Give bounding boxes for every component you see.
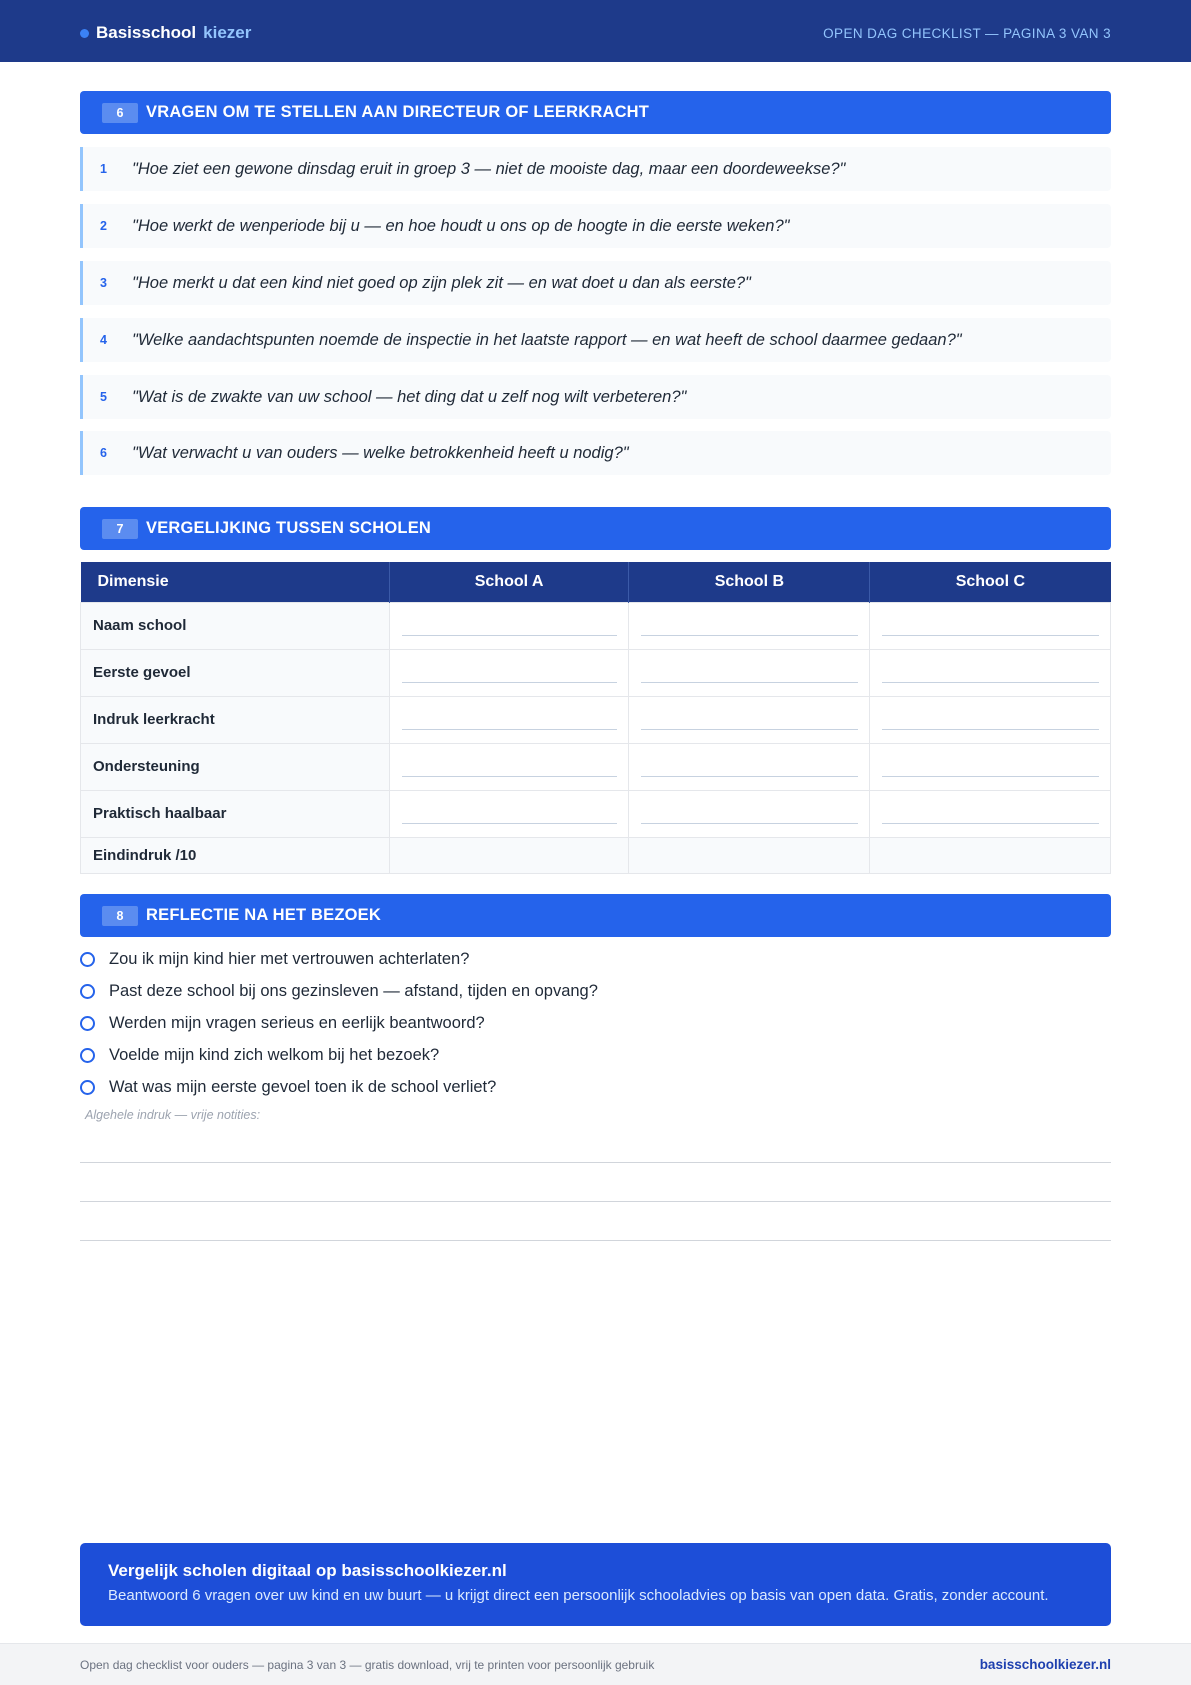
row-label: Eindindruk /10 [81, 837, 390, 873]
checklist-item[interactable] [80, 950, 469, 969]
question-number: 5 [100, 390, 107, 404]
brand-name: Basisschool [96, 23, 197, 42]
fill-cell[interactable] [389, 602, 629, 649]
question-item [80, 375, 1111, 419]
question-number: 2 [100, 219, 107, 233]
section-number: 7 [102, 519, 138, 539]
top-bar [0, 0, 1191, 62]
section-number: 8 [102, 906, 138, 926]
row-label: Praktisch haalbaar [81, 790, 390, 837]
table-row [81, 602, 1111, 649]
question-item [80, 318, 1111, 362]
checklist-text: Past deze school bij ons gezinsleven — afstand, tijden en opvang? [109, 982, 598, 1000]
table-row [81, 649, 1111, 696]
fill-line [882, 722, 1099, 730]
column-header-school-a: School A [389, 562, 629, 602]
fill-cell[interactable] [629, 743, 870, 790]
table-row [81, 743, 1111, 790]
note-line[interactable] [80, 1201, 1111, 1202]
question-item [80, 431, 1111, 475]
fill-cell[interactable] [629, 602, 870, 649]
question-text: "Welke aandachtspunten noemde de inspectie in het laatste rapport — en wat heeft de school daarmee gedaan?" [132, 330, 962, 349]
footer-text: Open dag checklist voor ouders — pagina 3 van 3 — gratis download, vrij te printen voor persoonlijk gebruik [80, 1658, 655, 1672]
question-number: 6 [100, 446, 107, 460]
section-number: 6 [102, 103, 138, 123]
question-text: "Wat is de zwakte van uw school — het ding dat u zelf nog wilt verbeteren?" [132, 387, 687, 406]
radio-circle-icon[interactable] [80, 1080, 95, 1095]
fill-cell[interactable] [389, 649, 629, 696]
table-row [81, 696, 1111, 743]
fill-line [641, 769, 858, 777]
table-row [81, 790, 1111, 837]
brand-accent: kiezer [203, 23, 252, 42]
section-title: VRAGEN OM TE STELLEN AAN DIRECTEUR OF LEERKRACHT [146, 103, 650, 121]
fill-cell[interactable] [629, 790, 870, 837]
question-text: "Hoe werkt de wenperiode bij u — en hoe houdt u ons op de hoogte in die eerste weken?" [132, 216, 790, 235]
section-title: VERGELIJKING TUSSEN SCHOLEN [146, 519, 432, 537]
column-header-school-c: School C [870, 562, 1111, 602]
fill-cell[interactable] [870, 743, 1111, 790]
notes-label: Algehele indruk — vrije notities: [85, 1108, 261, 1122]
footer [0, 1643, 1191, 1685]
question-item [80, 204, 1111, 248]
fill-line [402, 628, 618, 636]
fill-cell[interactable] [870, 696, 1111, 743]
row-label: Naam school [81, 602, 390, 649]
note-line[interactable] [80, 1162, 1111, 1163]
score-cell[interactable] [629, 837, 870, 873]
question-text: "Hoe ziet een gewone dinsdag eruit in groep 3 — niet de mooiste dag, maar een doordeweekse?" [132, 159, 846, 178]
question-number: 3 [100, 276, 107, 290]
checklist-text: Werden mijn vragen serieus en eerlijk beantwoord? [109, 1014, 485, 1032]
page-label: OPEN DAG CHECKLIST — PAGINA 3 VAN 3 [823, 26, 1111, 41]
radio-circle-icon[interactable] [80, 1048, 95, 1063]
column-header-dimension: Dimensie [81, 562, 390, 602]
fill-cell[interactable] [389, 790, 629, 837]
fill-line [641, 816, 858, 824]
comparison-table [80, 562, 1111, 874]
brand-dot-icon [80, 29, 89, 38]
checklist-item[interactable] [80, 1046, 439, 1065]
row-label: Eerste gevoel [81, 649, 390, 696]
radio-circle-icon[interactable] [80, 1016, 95, 1031]
question-number: 1 [100, 162, 107, 176]
fill-line [402, 675, 618, 683]
row-label: Indruk leerkracht [81, 696, 390, 743]
score-cell[interactable] [870, 837, 1111, 873]
question-text: "Wat verwacht u van ouders — welke betrokkenheid heeft u nodig?" [132, 443, 629, 462]
fill-line [882, 675, 1099, 683]
cta-text: Beantwoord 6 vragen over uw kind en uw buurt — u krijgt direct een persoonlijk schooladvies op basis van open data. Gratis, zonder account. [108, 1587, 1049, 1604]
fill-line [641, 722, 858, 730]
cta-banner[interactable] [80, 1543, 1111, 1626]
question-item [80, 261, 1111, 305]
fill-cell[interactable] [389, 743, 629, 790]
footer-link[interactable]: basisschoolkiezer.nl [979, 1657, 1111, 1672]
section-header-comparison [80, 507, 1111, 550]
fill-cell[interactable] [629, 696, 870, 743]
question-text: "Hoe merkt u dat een kind niet goed op zijn plek zit — en wat doet u dan als eerste?" [132, 273, 751, 292]
fill-line [402, 769, 618, 777]
cta-title: Vergelijk scholen digitaal op basisschoolkiezer.nl [108, 1561, 507, 1580]
question-item [80, 147, 1111, 191]
table-header-row [81, 562, 1111, 602]
fill-line [402, 816, 618, 824]
section-header-reflection [80, 894, 1111, 937]
checklist-text: Zou ik mijn kind hier met vertrouwen achterlaten? [109, 950, 470, 968]
fill-line [882, 769, 1099, 777]
fill-line [641, 675, 858, 683]
fill-cell[interactable] [870, 790, 1111, 837]
row-label: Ondersteuning [81, 743, 390, 790]
radio-circle-icon[interactable] [80, 952, 95, 967]
checklist-text: Wat was mijn eerste gevoel toen ik de school verliet? [109, 1078, 497, 1096]
question-number: 4 [100, 333, 107, 347]
fill-cell[interactable] [870, 649, 1111, 696]
section-title: REFLECTIE NA HET BEZOEK [146, 906, 381, 924]
note-line[interactable] [80, 1240, 1111, 1241]
fill-line [882, 816, 1099, 824]
radio-circle-icon[interactable] [80, 984, 95, 999]
fill-cell[interactable] [870, 602, 1111, 649]
table-row-score [81, 837, 1111, 873]
checklist-text: Voelde mijn kind zich welkom bij het bezoek? [109, 1046, 440, 1064]
fill-cell[interactable] [389, 696, 629, 743]
checklist-item[interactable] [80, 982, 598, 1001]
brand-logo[interactable] [80, 23, 251, 43]
fill-line [402, 722, 618, 730]
fill-cell[interactable] [629, 649, 870, 696]
section-header-questions [80, 91, 1111, 134]
checklist-item[interactable] [80, 1078, 496, 1097]
fill-line [641, 628, 858, 636]
fill-line [882, 628, 1099, 636]
score-cell[interactable] [389, 837, 629, 873]
checklist-item[interactable] [80, 1014, 485, 1033]
column-header-school-b: School B [629, 562, 870, 602]
